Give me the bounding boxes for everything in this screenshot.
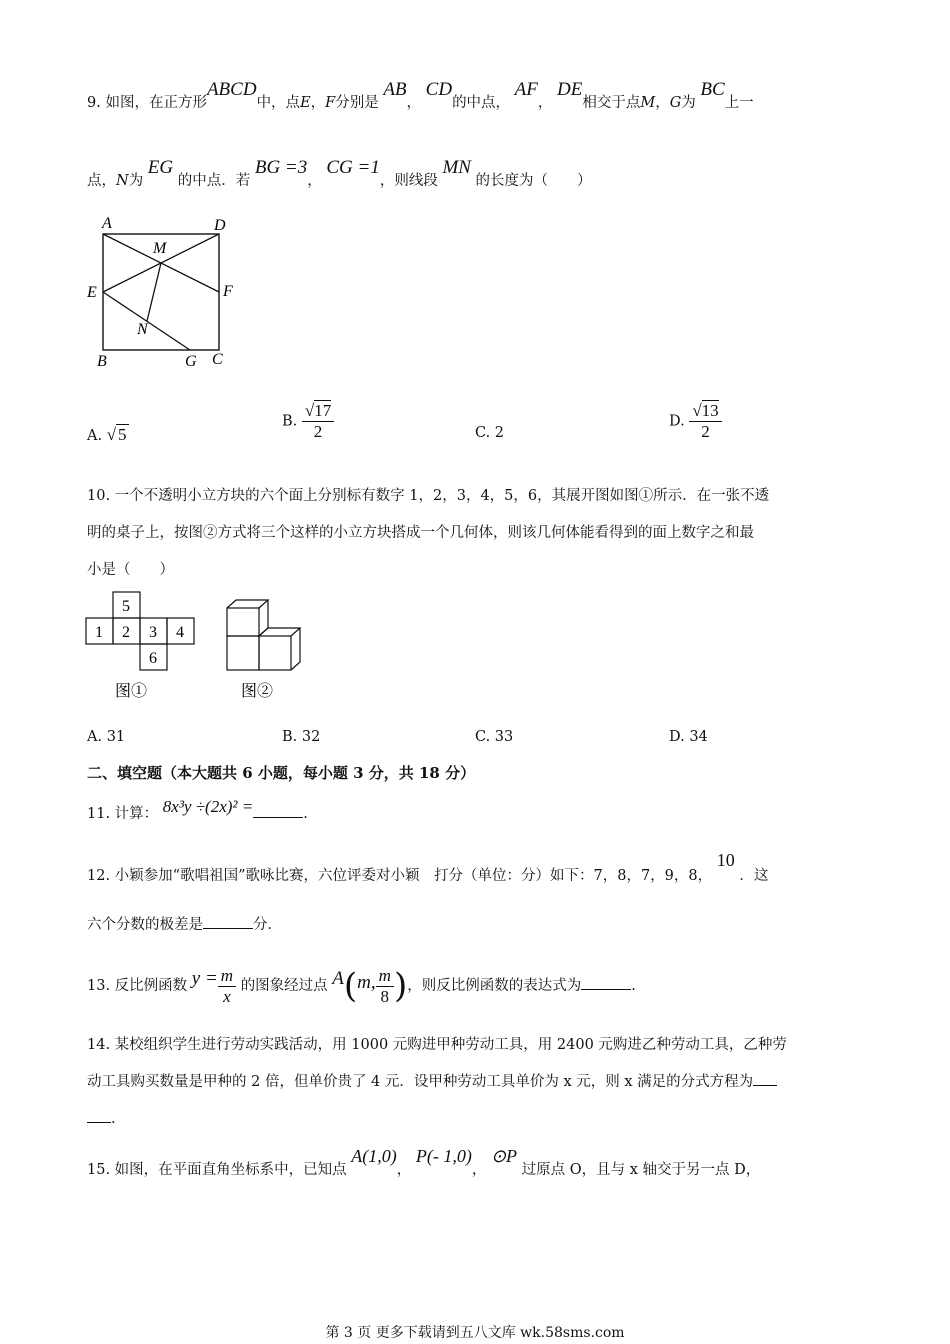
text: ，则反比例函数的表达式为	[407, 978, 582, 994]
q12-line2	[87, 914, 282, 935]
text: 的长度为（ ）	[475, 173, 592, 189]
cube-side-face	[259, 600, 268, 636]
q10-option-c: C. 33	[475, 729, 514, 745]
var-M: M	[640, 95, 656, 111]
text: .	[303, 806, 308, 822]
label-E: E	[87, 284, 97, 301]
cube-front	[227, 636, 259, 670]
label-M: M	[153, 240, 167, 257]
q10-option-a: A. 31	[87, 729, 126, 745]
cube-front-top	[227, 608, 259, 636]
net-number-4: 4	[176, 624, 184, 641]
q10-line2: 明的桌子上，按图②方式将三个这样的小立方块搭成一个几何体，则该几何体能看得到的面上数字之和最	[87, 525, 754, 541]
page-footer: 第 3 页 更多下载请到五八文库 wk.58sms.com	[325, 1325, 625, 1341]
q9-option-a	[87, 425, 129, 445]
left-paren: (	[343, 966, 358, 1006]
net-number-2: 2	[122, 624, 130, 641]
segment-MN	[147, 263, 161, 321]
text: 为	[681, 95, 696, 111]
number-ten: 10	[716, 850, 735, 870]
answer-blank	[87, 1108, 111, 1123]
q9-option-c: C. 2	[475, 425, 505, 441]
net-number-3: 3	[149, 624, 157, 641]
text: 分．	[253, 917, 282, 933]
text: 相交于点	[582, 95, 641, 111]
q9-option-b	[282, 401, 334, 442]
math-expression: 8x³y ÷(2x)² =	[162, 797, 254, 816]
math-EG: EG	[147, 157, 174, 178]
answer-blank	[581, 975, 631, 990]
net-number-6: 6	[149, 650, 157, 667]
text: ，	[537, 95, 553, 111]
fig2-caption: 图②	[241, 683, 274, 700]
text: ．这	[739, 868, 769, 884]
var-G: G	[669, 95, 682, 111]
q14-line1: 14. 某校组织学生进行劳动实践活动，用 1000 元购进甲种劳动工具，用 2400 元购进乙种劳动工具，乙种劳	[87, 1037, 787, 1053]
text: .	[631, 978, 636, 994]
text: 六个分数的极差是	[87, 917, 203, 933]
answer-blank	[203, 914, 253, 929]
q11	[87, 797, 308, 824]
math-DE: DE	[557, 79, 583, 100]
text: 分别是	[335, 95, 379, 111]
option-label: B.	[282, 413, 298, 430]
radicand: 13	[701, 401, 719, 420]
cube-top-face	[227, 600, 268, 608]
math-AF: AF	[514, 79, 538, 100]
text: .	[111, 1111, 116, 1127]
cube-net-figure	[84, 590, 199, 705]
var-F: F	[325, 95, 336, 111]
text: 的图象经过点	[240, 978, 328, 994]
q9-option-d	[669, 401, 722, 442]
q9-line1	[87, 79, 754, 113]
math-CG-eq: CG =1	[326, 157, 380, 178]
text: ，	[310, 95, 326, 111]
math-circle-P: ⊙P	[490, 1146, 518, 1166]
text: 13. 反比例函数	[87, 978, 188, 994]
text: 过原点 O，且与 x 轴交于另一点 D，	[521, 1162, 761, 1178]
denominator: x	[223, 986, 231, 1006]
q10-line3: 小是（ ）	[87, 562, 174, 578]
math-AB: AB	[383, 79, 407, 100]
math-point-A: A	[332, 968, 344, 989]
answer-blank	[253, 803, 303, 818]
math-BG-eq: BG =3	[254, 157, 308, 178]
numerator: m	[218, 966, 236, 987]
q10-line1: 10. 一个不透明小立方块的六个面上分别标有数字 1，2，3，4，5，6，其展开图如图①所示．在一张不透	[87, 488, 770, 504]
q14-line3	[87, 1108, 116, 1129]
net-number-5: 5	[122, 598, 130, 615]
q9-line2	[87, 157, 592, 191]
option-label: A.	[87, 428, 103, 444]
q15	[87, 1146, 761, 1180]
q14-line2	[87, 1071, 777, 1092]
math-ABCD: ABCD	[206, 79, 257, 100]
text: ，	[396, 1162, 412, 1178]
sqrt-expr: √ 5	[106, 425, 127, 444]
var-E: E	[300, 95, 311, 111]
var-N: N	[116, 173, 129, 189]
text: ，	[406, 95, 422, 111]
math-point-P: P(- 1,0)	[415, 1146, 472, 1166]
text: 中，点	[256, 95, 301, 111]
q12-line1	[87, 850, 769, 886]
label-D: D	[214, 217, 226, 234]
text: 点，	[87, 173, 116, 189]
label-A: A	[102, 215, 112, 232]
text: 的中点．若	[177, 173, 251, 189]
text: 动工具购买数量是甲种的 2 倍，但单价贵了 4 元．设甲种劳动工具单价为 x 元，则 x 满足的分式方程为	[87, 1074, 754, 1090]
answer-blank	[753, 1071, 777, 1086]
math-point-A: A(1,0)	[351, 1146, 397, 1166]
q10-option-b: B. 32	[282, 729, 321, 745]
numerator: √17	[302, 401, 334, 422]
math-BC: BC	[700, 79, 725, 100]
math-m: m,	[357, 972, 376, 993]
label-F: F	[223, 283, 233, 300]
text: ，	[655, 95, 670, 111]
numerator: √13	[689, 401, 721, 422]
section-heading: 二、填空题（本大题共 6 小题，每小题 3 分，共 18 分）	[87, 764, 476, 782]
fig1-caption: 图①	[115, 683, 148, 700]
q9-square-figure	[80, 208, 250, 373]
label-N: N	[137, 321, 148, 338]
radicand: 5	[118, 425, 127, 444]
label-G: G	[185, 353, 197, 370]
text: ，	[307, 173, 322, 189]
radicand: 17	[314, 401, 332, 420]
text: ，则线段	[379, 173, 438, 189]
text: 11. 计算：	[87, 806, 159, 822]
label-C: C	[212, 351, 223, 368]
net-number-1: 1	[95, 624, 103, 641]
text: 上一	[724, 95, 754, 111]
label-B: B	[97, 353, 107, 370]
denominator: 2	[313, 422, 323, 441]
fraction	[689, 401, 721, 442]
fraction	[218, 966, 236, 1007]
q10-option-d: D. 34	[669, 729, 708, 745]
option-label: D.	[669, 413, 685, 430]
text: 15. 如图，在平面直角坐标系中，已知点	[87, 1162, 347, 1178]
text: 9. 如图，在正方形	[87, 95, 207, 111]
text: 为	[128, 173, 144, 189]
denominator: 2	[701, 422, 710, 441]
math-y-eq: y =	[191, 968, 218, 989]
cube-front	[259, 636, 291, 670]
numerator: m	[376, 966, 394, 987]
stacked-cubes-figure	[222, 596, 307, 706]
text: ，	[471, 1162, 487, 1178]
denominator: 8	[380, 986, 390, 1006]
text: 12. 小颖参加“歌唱祖国”歌咏比赛，六位评委对小颖 打分（单位：分）如下：7，8，7，9，8，	[87, 868, 713, 884]
fraction	[376, 966, 394, 1007]
cube-top-face	[259, 628, 300, 636]
fraction	[302, 401, 334, 442]
right-paren: )	[393, 966, 408, 1006]
math-MN: MN	[442, 157, 471, 178]
q13	[87, 960, 636, 1010]
math-CD: CD	[425, 79, 453, 100]
text: 的中点，	[452, 95, 511, 111]
